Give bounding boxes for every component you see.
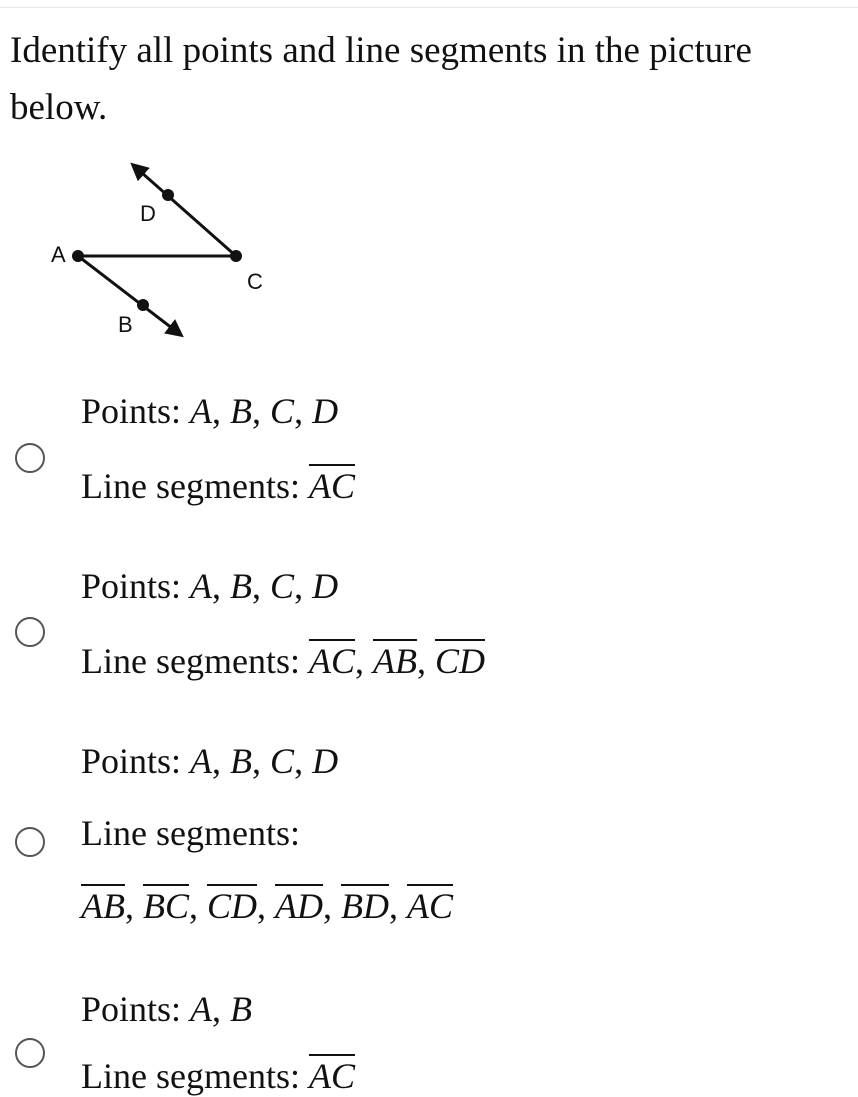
point-var: B xyxy=(230,989,253,1029)
segment-var: $\overline{AC}$ xyxy=(407,886,454,926)
point-var: D xyxy=(312,741,339,781)
points-line: Points: A, B, C, D xyxy=(81,566,339,606)
segment-var: $\overline{CD}$ xyxy=(207,886,258,926)
point-var: C xyxy=(270,391,295,431)
point-var: B xyxy=(230,391,253,431)
radio-button[interactable] xyxy=(15,617,45,647)
point-var: A xyxy=(190,391,213,431)
segments-line xyxy=(81,465,355,507)
point-var: D xyxy=(312,391,339,431)
segment-var: $\overline{AC}$ xyxy=(308,641,355,681)
points-line: Points: A, B, C, D xyxy=(81,391,339,431)
segments-line: $\overline{AB}$, $\overline{BC}$, $\overline{CD}$, $\overline{AD}$, $\overline{BD}$, $\overline{AC}$ xyxy=(81,886,454,926)
segments-label: Line segments: xyxy=(81,641,300,681)
point-c xyxy=(230,250,242,262)
point-var: B xyxy=(230,741,253,781)
point-var: D xyxy=(312,566,339,606)
radio-button[interactable] xyxy=(15,827,45,857)
point-var: B xyxy=(230,566,253,606)
segment-var: $\overline{AB}$ xyxy=(372,641,417,681)
point-var: A xyxy=(190,989,213,1029)
segment-var: $\overline{AD}$ xyxy=(275,886,324,926)
segments-label-line xyxy=(81,812,300,854)
segments-label: Line segments: xyxy=(81,813,300,853)
label-c: C xyxy=(247,269,263,294)
geometry-figure xyxy=(40,150,270,350)
point-var: A xyxy=(190,566,213,606)
points-label: Points: xyxy=(81,741,182,781)
point-a xyxy=(72,250,84,262)
label-b: B xyxy=(118,312,133,337)
points-line: Points: A, B, C, D xyxy=(81,741,339,781)
segment-var: $\overline{BC}$ xyxy=(142,886,189,926)
question-text: Identify all points and line segments in the picture below. xyxy=(10,30,752,128)
point-d xyxy=(162,189,174,201)
segment-var: $\overline{BD}$ xyxy=(341,886,390,926)
top-divider xyxy=(0,7,858,8)
segments-line: Line segments: $\overline{AC}$, $\overline{AB}$, $\overline{CD}$ xyxy=(81,641,485,681)
radio-button[interactable] xyxy=(15,1038,45,1068)
point-var: C xyxy=(270,566,295,606)
point-var: A xyxy=(190,741,213,781)
segment-var: $\overline{AC}$ xyxy=(308,1056,355,1096)
point-var: C xyxy=(270,741,295,781)
label-a: A xyxy=(51,242,66,267)
point-b xyxy=(137,299,149,311)
segments-label: Line segments: xyxy=(81,466,300,506)
points-line: Points: A, B xyxy=(81,989,253,1029)
points-label: Points: xyxy=(81,566,182,606)
points-label: Points: xyxy=(81,391,182,431)
points-label: Points: xyxy=(81,989,182,1029)
label-d: D xyxy=(140,201,156,226)
segments-line xyxy=(81,1055,355,1097)
radio-button[interactable] xyxy=(15,443,45,473)
segments-label: Line segments: xyxy=(81,1056,300,1096)
segment-var: $\overline{AC}$ xyxy=(308,466,355,506)
segment-var: $\overline{CD}$ xyxy=(434,641,485,681)
segment-var: $\overline{AB}$ xyxy=(81,886,125,926)
